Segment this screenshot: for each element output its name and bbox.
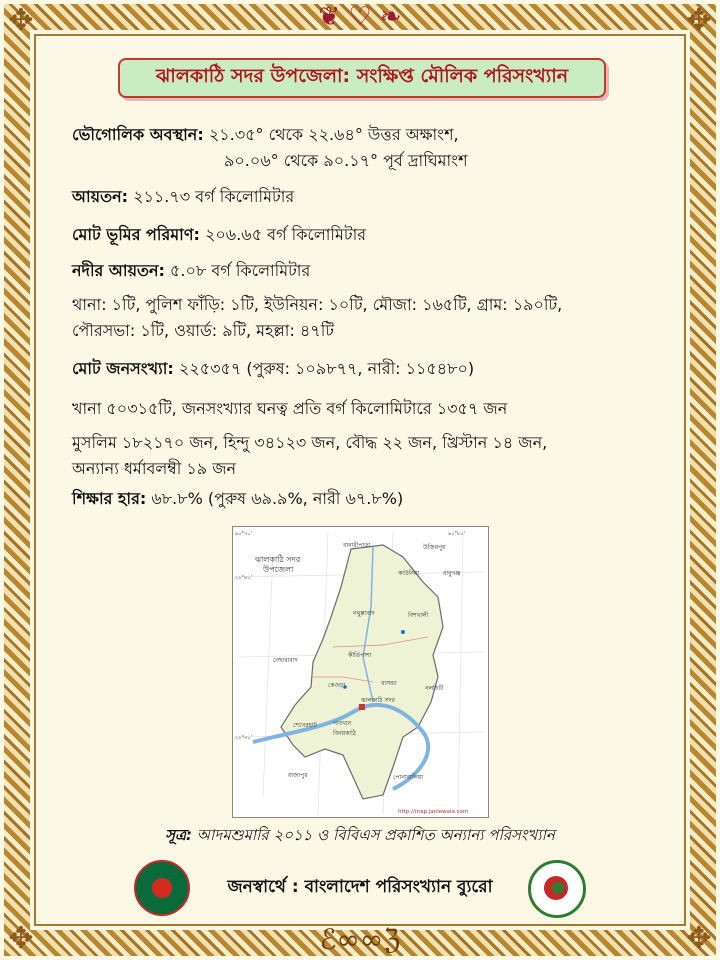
map-place: নেছারাবাদ bbox=[273, 657, 298, 664]
source-label: সূত্র: bbox=[165, 826, 193, 844]
map-coord: ৯০°৮০' bbox=[448, 531, 465, 537]
corner-ornament-icon: ✥ bbox=[8, 3, 34, 38]
population-label: মোট জনসংখ্যা: bbox=[72, 359, 174, 378]
population-row bbox=[72, 358, 474, 380]
map-place: রাজাপুর bbox=[288, 772, 308, 779]
source-line bbox=[0, 824, 720, 849]
geo-label: ভৌগোলিক অবস্থান: bbox=[72, 125, 204, 144]
land-row bbox=[72, 224, 366, 246]
admin-line2: পৌরসভা: ১টি, ওয়ার্ড: ৯টি, মহল্লা: ৪৭টি bbox=[72, 321, 335, 340]
bangladesh-govt-seal-icon bbox=[134, 860, 190, 916]
corner-ornament-icon: ✥ bbox=[686, 921, 712, 956]
title-banner bbox=[118, 58, 606, 98]
river-value: ৫.০৮ বর্গ কিলোমিটার bbox=[170, 261, 311, 280]
map-coord: ২২°৩০' bbox=[235, 735, 252, 741]
source-text: আদমশুমারি ২০১১ ও বিবিএস প্রকাশিত অন্যান্য পরিসংখ্যান bbox=[196, 826, 555, 844]
geo-line2: ৯০.০৬° থেকে ৯০.১৭° পূর্ব দ্রাঘিমাংশ bbox=[224, 151, 468, 170]
area-row bbox=[72, 186, 294, 208]
map-place: শেখেরহাট bbox=[293, 722, 317, 729]
population-value: ২২৫৩৫৭ (পুরুষ: ১০৯৮৭৭, নারী: ১১৫৪৮০) bbox=[178, 359, 475, 378]
religion-line1: মুসলিম ১৮২১৭০ জন, হিন্দু ৩৪১২৩ জন, বৌদ্ধ ২২ জন, খ্রিস্টান ১৪ জন, bbox=[72, 433, 548, 452]
map-coord: ২২°৪০' bbox=[235, 575, 252, 581]
map-place: নলছিটি bbox=[425, 685, 444, 692]
map-place: বানারীপাড়া bbox=[343, 542, 371, 549]
scroll-flourish-icon: ℰ∞∞ℨ bbox=[319, 923, 401, 956]
map-place: কীর্তিপাশা bbox=[348, 652, 372, 659]
footer-text: জনস্বার্থে : বাংলাদেশ পরিসংখ্যান ব্যুরো bbox=[227, 877, 493, 897]
households-row bbox=[72, 398, 507, 420]
bbs-logo-icon bbox=[528, 860, 586, 918]
upazila-map bbox=[232, 526, 489, 818]
literacy-row bbox=[72, 488, 403, 510]
map-place: কাউনিয়া bbox=[398, 570, 420, 577]
map-credit: http://map.janlewala.com bbox=[398, 809, 469, 815]
admin-row-2 bbox=[72, 320, 334, 342]
map-title-2: উপজেলা bbox=[263, 565, 294, 574]
map-place: উজিরপুর bbox=[423, 544, 446, 551]
map-coord: ৯০°৩০' bbox=[235, 531, 252, 537]
geo-line1: ২১.৩৫° থেকে ২২.৬৪° উত্তর অক্ষাংশ, bbox=[208, 125, 459, 144]
religion-row-1 bbox=[72, 432, 547, 454]
corner-ornament-icon: ✥ bbox=[686, 3, 712, 38]
religion-line2: অন্যান্য ধর্মাবলম্বী ১৯ জন bbox=[72, 459, 237, 478]
geo-row bbox=[72, 124, 459, 146]
religion-row-2 bbox=[72, 458, 236, 480]
map-place: বাসন্ডা bbox=[381, 680, 397, 687]
map-place: বিনয়কাঠি bbox=[333, 730, 357, 737]
map-place: ঝালকাঠি সদর bbox=[361, 697, 395, 704]
area-value: ২১১.৭৩ বর্গ কিলোমিটার bbox=[133, 187, 295, 206]
map-place: নথুল্লাবাদ bbox=[353, 610, 375, 617]
area-label: আয়তন: bbox=[72, 187, 129, 206]
river-row bbox=[72, 260, 310, 282]
households-text: খানা ৫০৩১৫টি, জনসংখ্যার ঘনত্ব প্রতি বর্গ কিলোমিটারে ১৩৫৭ জন bbox=[72, 399, 508, 418]
page-title: ঝালকাঠি সদর উপজেলা: সংক্ষিপ্ত মৌলিক পরিসংখ্যান bbox=[155, 65, 569, 87]
admin-row-1 bbox=[72, 294, 562, 316]
river-label: নদীর আয়তন: bbox=[72, 261, 165, 280]
land-value: ২০৬.৬৫ বর্গ কিলোমিটার bbox=[205, 225, 367, 244]
admin-line1: থানা: ১টি, পুলিশ ফাঁড়ি: ১টি, ইউনিয়ন: ১০টি, মৌজা: ১৬৫টি, গ্রাম: ১৯০টি, bbox=[72, 295, 563, 314]
map-place: কেওড়া bbox=[328, 682, 346, 689]
land-label: মোট ভূমির পরিমাণ: bbox=[72, 225, 200, 244]
corner-ornament-icon: ✥ bbox=[8, 921, 34, 956]
map-title-1: ঝালকাঠি সদর bbox=[255, 555, 301, 564]
map-place: বিশখালী bbox=[408, 612, 429, 619]
geo-row-2 bbox=[224, 150, 468, 172]
map-place: বাবুগঞ্জ bbox=[443, 570, 461, 577]
footer bbox=[120, 856, 600, 916]
map-place: পোনাবালিয়া bbox=[393, 774, 424, 781]
heart-flourish-icon: ❦ ♡ ❧ bbox=[318, 2, 402, 32]
literacy-value: ৬৮.৮% (পুরুষ ৬৯.৯%, নারী ৬৭.৮%) bbox=[151, 489, 404, 508]
map-svg bbox=[233, 527, 488, 817]
map-place: গাবখান bbox=[333, 720, 352, 727]
literacy-label: শিক্ষার হার: bbox=[72, 489, 147, 508]
